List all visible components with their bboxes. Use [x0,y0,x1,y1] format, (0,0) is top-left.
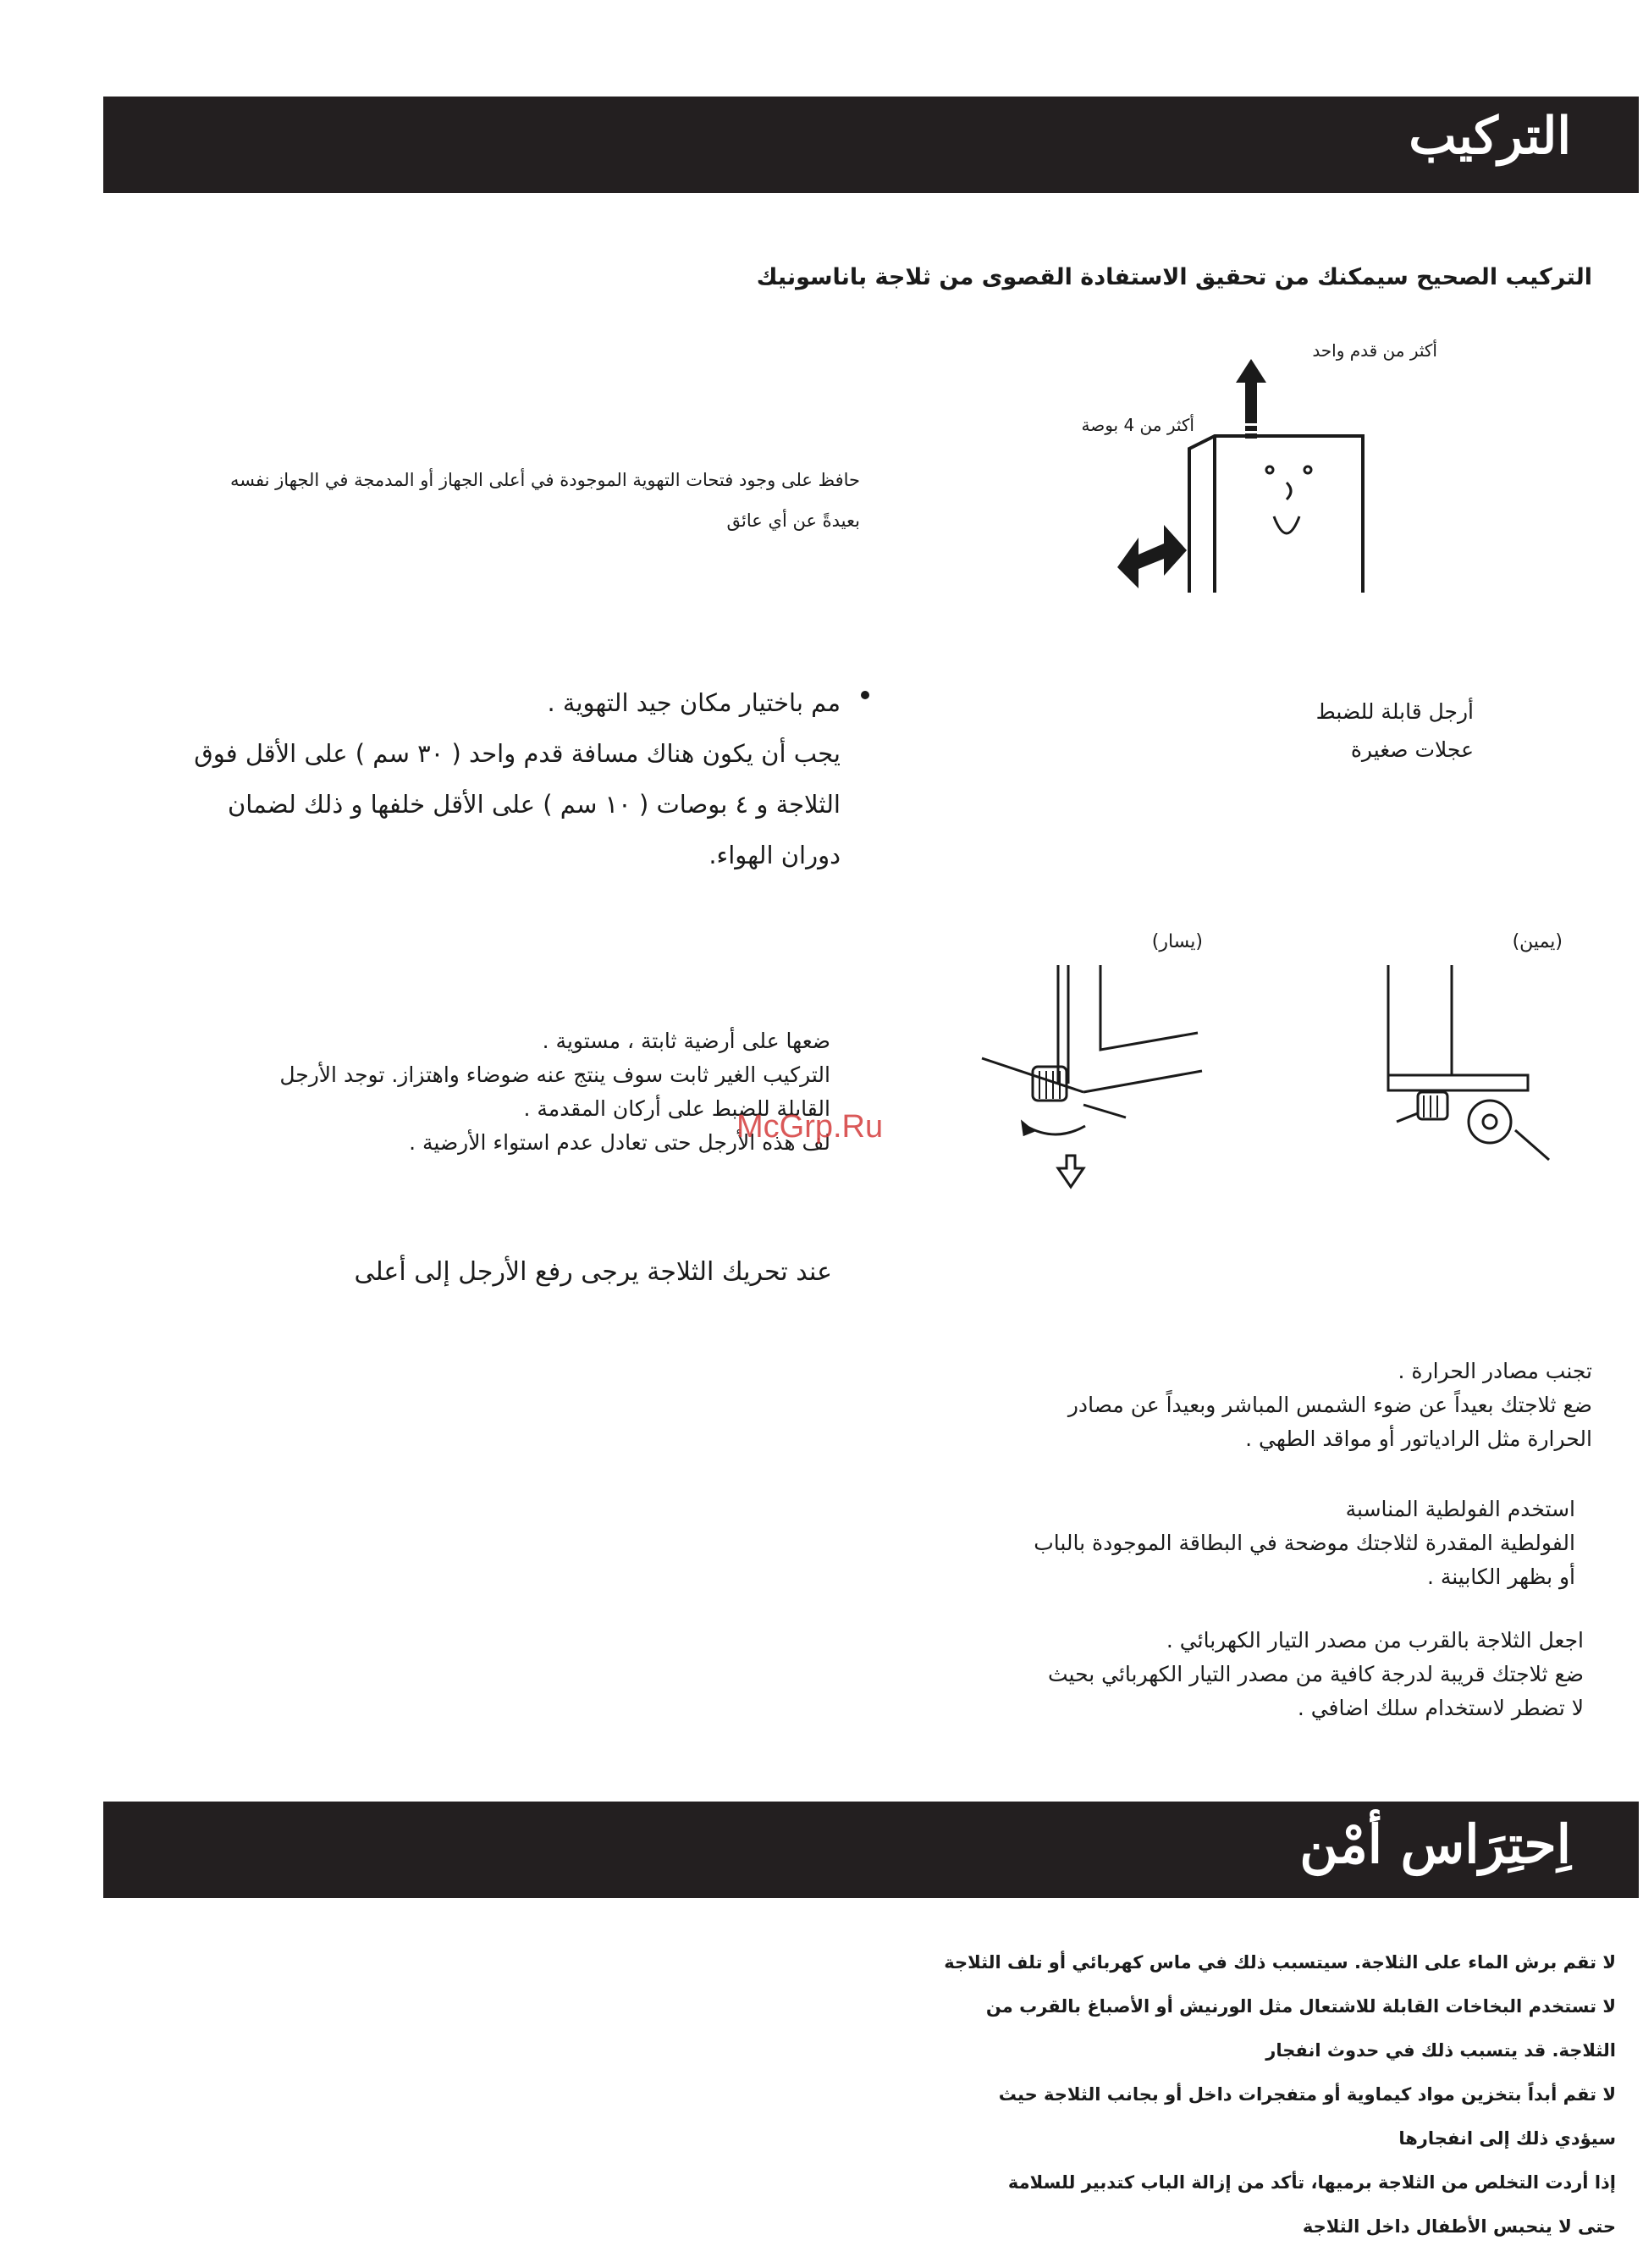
heat-sources-text [1068,1355,1592,1456]
ventilation-bullet-line: مم باختيار مكان جيد التهوية . [547,688,841,717]
watermark: McGrp.Ru [736,1109,884,1145]
legs-label-rollers: عجلات صغيرة [1350,737,1474,762]
legs-label-adjustable: أرجل قابلة للضبط [1315,699,1474,724]
installation-header-band [103,97,1639,193]
safety-header-band [103,1802,1639,1898]
level-floor-line: ضعها على أرضية ثابتة ، مستوية . [542,1029,830,1053]
feet-left-diagram [973,965,1253,1211]
safety-line: لا تقم برش الماء على الثلاجة. سيتسبب ذلك في ماس كهربائي أو تلف الثلاجة [944,1952,1616,1973]
power-source-line: ضع ثلاجتك قريبة لدرجة كافية من مصدر التيار الكهربائي بحيث [1047,1662,1584,1686]
bullet-dot [861,691,869,699]
safety-line: لا تقم أبداً بتخزين مواد كيماوية أو متفجرات داخل أو بجانب الثلاجة حيث [998,2084,1616,2105]
level-floor-line: القابلة للضبط على أركان المقدمة . [523,1096,830,1121]
heat-sources-line: ضع ثلاجتك بعيداً عن ضوء الشمس المباشر وبعيداً عن مصادر [1067,1393,1592,1417]
safety-list [944,1940,1616,2249]
clearance-top-label: أكثر من قدم واحد [1312,340,1437,361]
safety-line: حتى لا ينحبس الأطفال داخل الثلاجة [1302,2216,1616,2237]
level-floor-line: التركيب الغير ثابت سوف ينتج عنه ضوضاء واهتزاز. توجد الأرجل [279,1062,830,1087]
installation-title: التركيب [1409,107,1571,166]
voltage-line: أو بظهر الكابينة . [1426,1564,1575,1589]
face-doodle-icon [1266,466,1311,533]
level-floor-line: لف هذه الأرجل حتى تعادل عدم استواء الأرضية . [409,1130,830,1155]
voltage-text [1034,1493,1575,1594]
safety-line: لا تستخدم البخاخات القابلة للاشتعال مثل الورنيش أو الأصباغ بالقرب من [985,1996,1616,2017]
power-source-line: اجعل الثلاجة بالقرب من مصدر التيار الكهربائي . [1166,1628,1584,1653]
voltage-line: الفولطية المقدرة لثلاجتك موضحة في البطاقة الموجودة بالباب [1034,1531,1575,1555]
double-arrow-icon [1117,525,1187,588]
ventilation-note-line: حافظ على وجود فتحات التهوية الموجودة في أعلى الجهاز أو المدمجة في الجهاز نفسه [230,470,860,490]
feet-right-diagram [1371,965,1583,1185]
ventilation-bullet-line: الثلاجة و ٤ بوصات ( ١٠ سم ) على الأقل خلفها و ذلك لضمان [227,790,841,819]
feet-right-label: (يمين) [1512,931,1563,952]
power-source-text [1048,1624,1584,1725]
ventilation-bullet [194,677,841,880]
installation-intro: التركيب الصحيح سيمكنك من تحقيق الاستفادة القصوى من ثلاجة باناسونيك [756,264,1592,290]
ventilation-bullet-line: يجب أن يكون هناك مسافة قدم واحد ( ٣٠ سم ) على الأقل فوق [194,739,841,768]
power-source-line: لا تضطر لاستخدام سلك اضافي . [1297,1696,1584,1720]
heat-sources-line: الحرارة مثل الرادياتور أو مواقد الطهي . [1245,1426,1592,1451]
feet-left-label: (يسار) [1151,931,1203,952]
up-arrow-icon [1236,359,1266,439]
clearance-side-label: أكثر من 4 بوصة [1081,415,1194,435]
voltage-line: استخدم الفولطية المناسبة [1345,1497,1575,1521]
ventilation-bullet-line: دوران الهواء. [708,841,841,869]
ventilation-note [230,460,860,541]
ventilation-note-line: بعيدةً عن أي عائق [726,510,860,531]
safety-line: إذا أردت التخلص من الثلاجة برميها، تأكد من إزالة الباب كتدبير للسلامة [1007,2172,1616,2193]
safety-title: اِحتِرَاس أمْن [1299,1813,1571,1875]
fridge-outline [1189,436,1363,593]
moving-note: عند تحريك الثلاجة يرجى رفع الأرجل إلى أعلى [354,1257,832,1287]
legs-labels [1316,693,1474,769]
heat-sources-line: تجنب مصادر الحرارة . [1398,1359,1592,1383]
clearance-diagram [1092,347,1431,618]
safety-line: سيؤدي ذلك إلى انفجارها [1398,2128,1616,2149]
safety-line: الثلاجة. قد يتسبب ذلك في حدوث انفجار [1265,2040,1616,2061]
